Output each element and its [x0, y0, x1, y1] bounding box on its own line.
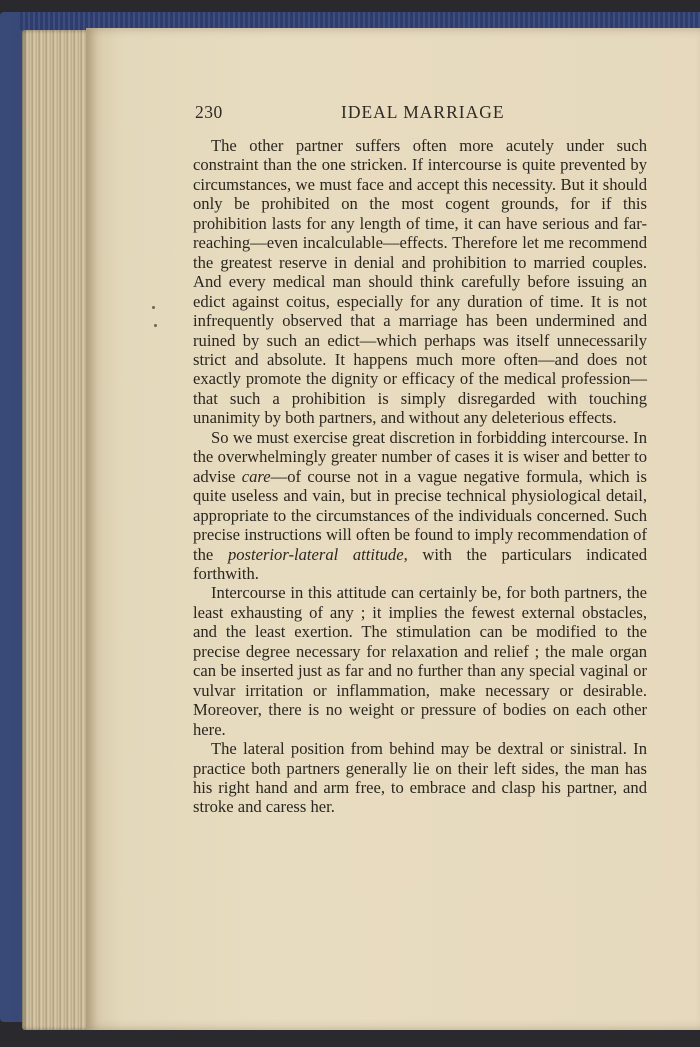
- paragraph-text: Intercourse in this attitude can certainly be, for both partners, the least exhausting of any ; it implies the fewest external obstacles, and the least exertion. The stimulation can be modified to the precise degree necessary for relaxation and relief ; the male organ can be inserted just as far and no further than any special vaginal or vulvar irritation or inflammation, make necessary or desirable. Moreover, there is no weight or pressure of bodies on each other here.: [193, 583, 647, 739]
- paragraph: [193, 583, 647, 739]
- page-number: 230: [195, 102, 223, 122]
- italic-phrase: care: [241, 466, 271, 486]
- paragraph-text: So we must exercise great discretion in forbidding intercourse. In the overwhelmingly greater number of cases it is wiser and better to advise: [193, 427, 647, 486]
- body-text: [193, 136, 647, 817]
- paragraph-text: The other partner suffers often more acutely under such constraint than the one stricken. If intercourse is quite prevented by circumstances, we must face and accept this necessity. But it should only be prohibited on the most cogent grounds, for if this prohibition lasts for any length of time, it can have serious and far-reaching—even incalculable—effects. Therefore let me recommend the greatest reserve in denial and prohibition to married couples. And every medical man should think carefully before issuing an edict against coitus, especially for any duration of time. It is not infrequently observed that a marriage has been undermined and ruined by such an edict—which perhaps was itself unnecessarily strict and absolute. It happens much more often—and does not exactly promote the dignity or efficacy of the medical profession—that such a prohibition is simply disregarded with touching unanimity by both partners, and without any deleterious effects.: [193, 136, 647, 428]
- running-title: IDEAL MARRIAGE: [341, 102, 505, 122]
- page-spot: [152, 306, 155, 309]
- paragraph-text: —of course not in a vague negative formula, which is quite useless and vain, but in precise technical physiological detail, appropriate to the circumstances of the individuals concerned. Such precise instructions will often be found to imply recommendation of the: [193, 466, 647, 564]
- page-spot: [154, 324, 157, 327]
- paragraph: [193, 428, 647, 584]
- page-header: [195, 102, 647, 126]
- paragraph-text: , with the particulars indicated forthwith.: [193, 544, 647, 583]
- page-edges: [22, 30, 92, 1030]
- paragraph: [193, 739, 647, 817]
- paragraph-text: The lateral position from behind may be dextral or sinistral. In practice both partners generally lie on their left sides, the man has his right hand and arm free, to embrace and clasp his partner, and stroke and caress her.: [193, 739, 647, 817]
- italic-phrase: posterior-lateral attitude: [227, 544, 404, 564]
- paragraph: [193, 136, 647, 428]
